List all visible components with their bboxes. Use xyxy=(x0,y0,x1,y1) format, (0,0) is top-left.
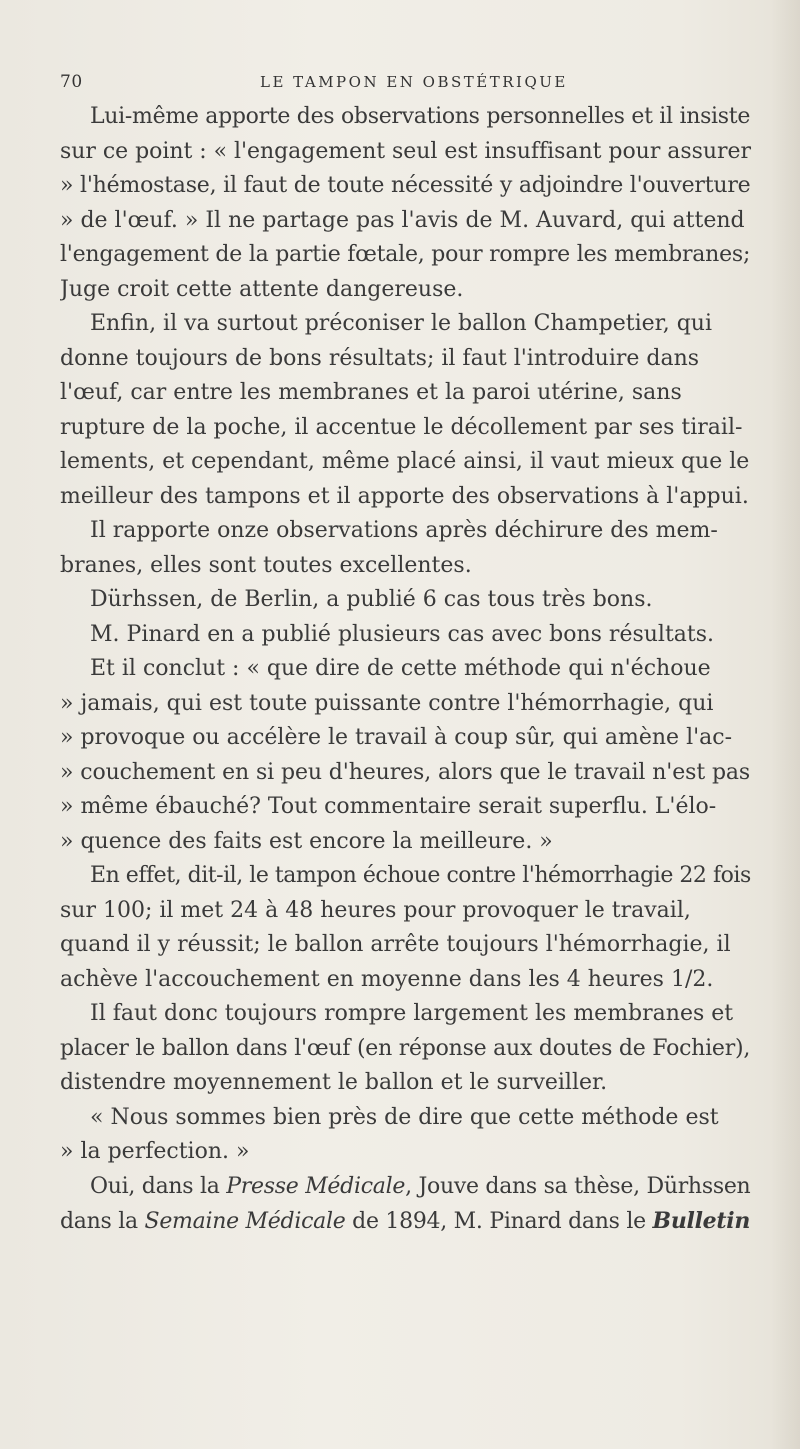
text-line: Il faut donc toujours rompre largement les membranes et xyxy=(90,1001,734,1026)
text-line-last-2 xyxy=(60,1204,760,1239)
running-title: LE TAMPON EN OBSTÉTRIQUE xyxy=(260,73,568,91)
text-line: » la perfection. » xyxy=(60,1139,250,1164)
text-line: » de l'œuf. » Il ne partage pas l'avis de M. Auvard, qui attend xyxy=(60,207,745,233)
text-line: sur ce point : « l'engagement seul est insuffisant pour assurer xyxy=(60,138,751,164)
text-line: Il rapporte onze observations après déchirure des mem- xyxy=(90,518,718,543)
text-span: , Jouve dans sa thèse, Dürhssen xyxy=(405,1173,751,1199)
text-line: placer le ballon dans l'œuf (en réponse aux doutes de Fochier), xyxy=(60,1035,751,1061)
text-line: Dürhssen, de Berlin, a publié 6 cas tous très bons. xyxy=(90,587,653,612)
text-line: distendre moyennement le ballon et le surveiller. xyxy=(60,1070,608,1095)
text-line: sur 100; il met 24 à 48 heures pour provoquer le travail, xyxy=(60,897,691,923)
text-line: achève l'accouchement en moyenne dans les 4 heures 1/2. xyxy=(60,966,714,992)
text-span: Oui, dans la xyxy=(90,1173,227,1199)
text-line: Lui-même apporte des observations personnelles et il insiste xyxy=(90,104,751,129)
text-line: l'œuf, car entre les membranes et la paroi utérine, sans xyxy=(60,380,682,405)
text-span: de 1894, M. Pinard dans le xyxy=(345,1209,653,1234)
text-line: » couchement en si peu d'heures, alors que le travail n'est pas xyxy=(60,759,751,785)
text-line: « Nous sommes bien près de dire que cette méthode est xyxy=(90,1104,719,1130)
journal-title-presse-medicale: Presse Médicale xyxy=(226,1173,406,1199)
text-line: En effet, dit-il, le tampon échoue contre l'hémorrhagie 22 fois xyxy=(90,863,751,888)
text-line: M. Pinard en a publié plusieurs cas avec bons résultats. xyxy=(90,621,715,647)
text-line-last-1 xyxy=(60,1170,760,1205)
text-line: » provoque ou accélère le travail à coup sûr, qui amène l'ac- xyxy=(60,725,733,750)
body-text xyxy=(60,100,760,1239)
text-line: » même ébauché? Tout commentaire serait superflu. L'élo- xyxy=(60,794,717,819)
text-line: lements, et cependant, même placé ainsi, il vaut mieux que le xyxy=(60,449,750,474)
page-edge-shadow xyxy=(770,0,800,1449)
text-line: meilleur des tampons et il apporte des observations à l'appui. xyxy=(60,483,749,509)
text-line: branes, elles sont toutes excellentes. xyxy=(60,552,472,578)
text-line: » quence des faits est encore la meilleure. » xyxy=(60,828,553,854)
text-line: Enfin, il va surtout préconiser le ballon Champetier, qui xyxy=(90,311,713,336)
text-line: quand il y réussit; le ballon arrête toujours l'hémorrhagie, il xyxy=(60,932,731,957)
journal-title-bulletin: Bulletin xyxy=(652,1208,751,1234)
text-line: l'engagement de la partie fœtale, pour rompre les membranes; xyxy=(60,242,751,267)
text-span: dans la xyxy=(60,1209,145,1234)
text-line: Et il conclut : « que dire de cette méthode qui n'échoue xyxy=(90,656,711,681)
journal-title-semaine-medicale: Semaine Médicale xyxy=(144,1209,346,1234)
text-lines xyxy=(60,100,760,1170)
text-line: Juge croit cette attente dangereuse. xyxy=(60,276,464,302)
text-line: » l'hémostase, il faut de toute nécessité y adjoindre l'ouverture xyxy=(60,173,751,198)
text-line: donne toujours de bons résultats; il faut l'introduire dans xyxy=(60,345,700,371)
text-line: » jamais, qui est toute puissante contre l'hémorrhagie, qui xyxy=(60,690,714,716)
page-header xyxy=(60,72,750,96)
text-line: rupture de la poche, il accentue le décollement par ses tirail- xyxy=(60,414,743,440)
page-number: 70 xyxy=(60,72,83,92)
